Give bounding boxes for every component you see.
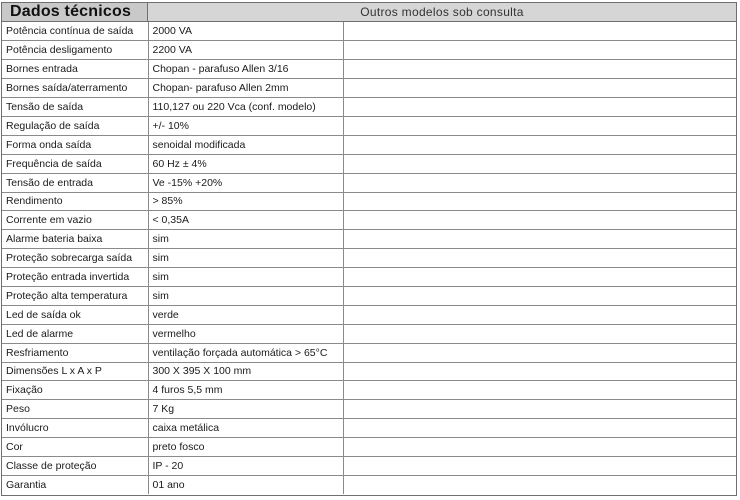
spec-row	[2, 135, 736, 154]
spec-row	[2, 438, 736, 457]
spec-row	[2, 98, 736, 117]
spec-row	[2, 173, 736, 192]
spec-label: Cor	[2, 438, 148, 457]
spec-row	[2, 324, 736, 343]
spec-value: 2000 VA	[148, 22, 343, 41]
spec-row	[2, 362, 736, 381]
spec-row	[2, 381, 736, 400]
spec-value: preto fosco	[148, 438, 343, 457]
spec-empty-cell	[343, 343, 736, 362]
spec-empty-cell	[343, 60, 736, 79]
spec-value: ventilação forçada automática > 65°C	[148, 343, 343, 362]
spec-empty-cell	[343, 419, 736, 438]
spec-row	[2, 249, 736, 268]
spec-value: < 0,35A	[148, 211, 343, 230]
spec-label: Potência contínua de saída	[2, 22, 148, 41]
spec-label: Frequência de saída	[2, 154, 148, 173]
spec-row	[2, 268, 736, 287]
spec-empty-cell	[343, 268, 736, 287]
spec-label: Garantia	[2, 475, 148, 494]
spec-empty-cell	[343, 98, 736, 117]
spec-value: 60 Hz ± 4%	[148, 154, 343, 173]
spec-empty-cell	[343, 41, 736, 60]
spec-label: Fixação	[2, 381, 148, 400]
spec-row	[2, 419, 736, 438]
spec-label: Potência desligamento	[2, 41, 148, 60]
spec-row	[2, 286, 736, 305]
spec-value: Chopan - parafuso Allen 3/16	[148, 60, 343, 79]
section-title: Dados técnicos	[2, 3, 148, 21]
spec-empty-cell	[343, 79, 736, 98]
spec-empty-cell	[343, 438, 736, 457]
technical-data-sheet	[1, 2, 737, 496]
spec-value: 4 furos 5,5 mm	[148, 381, 343, 400]
specs-table	[2, 22, 736, 494]
spec-row	[2, 79, 736, 98]
spec-value: sim	[148, 249, 343, 268]
spec-row	[2, 230, 736, 249]
spec-row	[2, 41, 736, 60]
spec-label: Led de alarme	[2, 324, 148, 343]
spec-empty-cell	[343, 362, 736, 381]
spec-value: 110,127 ou 220 Vca (conf. modelo)	[148, 98, 343, 117]
spec-label: Proteção alta temperatura	[2, 286, 148, 305]
spec-value: 300 X 395 X 100 mm	[148, 362, 343, 381]
spec-empty-cell	[343, 22, 736, 41]
spec-value: Chopan- parafuso Allen 2mm	[148, 79, 343, 98]
spec-row	[2, 475, 736, 494]
spec-label: Forma onda saída	[2, 135, 148, 154]
spec-label: Alarme bateria baixa	[2, 230, 148, 249]
spec-label: Led de saída ok	[2, 305, 148, 324]
spec-empty-cell	[343, 230, 736, 249]
spec-empty-cell	[343, 381, 736, 400]
spec-empty-cell	[343, 324, 736, 343]
spec-row	[2, 211, 736, 230]
spec-empty-cell	[343, 456, 736, 475]
spec-label: Tensão de entrada	[2, 173, 148, 192]
spec-label: Tensão de saída	[2, 98, 148, 117]
spec-empty-cell	[343, 475, 736, 494]
spec-empty-cell	[343, 286, 736, 305]
spec-row	[2, 305, 736, 324]
spec-label: Regulação de saída	[2, 116, 148, 135]
spec-label: Corrente em vazio	[2, 211, 148, 230]
spec-value: caixa metálica	[148, 419, 343, 438]
spec-empty-cell	[343, 400, 736, 419]
spec-row	[2, 22, 736, 41]
spec-label: Proteção sobrecarga saída	[2, 249, 148, 268]
spec-row	[2, 456, 736, 475]
spec-value: sim	[148, 268, 343, 287]
spec-row	[2, 116, 736, 135]
spec-empty-cell	[343, 135, 736, 154]
sheet-header	[2, 3, 736, 22]
spec-label: Proteção entrada invertida	[2, 268, 148, 287]
spec-label: Bornes saída/aterramento	[2, 79, 148, 98]
spec-value: IP - 20	[148, 456, 343, 475]
spec-empty-cell	[343, 192, 736, 211]
spec-row	[2, 154, 736, 173]
spec-label: Resfriamento	[2, 343, 148, 362]
header-note: Outros modelos sob consulta	[148, 3, 736, 21]
spec-label: Bornes entrada	[2, 60, 148, 79]
spec-row	[2, 192, 736, 211]
spec-value: > 85%	[148, 192, 343, 211]
spec-empty-cell	[343, 211, 736, 230]
specs-table-body	[2, 22, 736, 494]
spec-value: 7 Kg	[148, 400, 343, 419]
spec-value: Ve -15% +20%	[148, 173, 343, 192]
spec-empty-cell	[343, 249, 736, 268]
spec-value: sim	[148, 230, 343, 249]
spec-empty-cell	[343, 305, 736, 324]
spec-row	[2, 400, 736, 419]
spec-empty-cell	[343, 116, 736, 135]
spec-label: Dimensões L x A x P	[2, 362, 148, 381]
spec-value: +/- 10%	[148, 116, 343, 135]
spec-label: Rendimento	[2, 192, 148, 211]
spec-value: verde	[148, 305, 343, 324]
spec-row	[2, 343, 736, 362]
spec-value: vermelho	[148, 324, 343, 343]
spec-label: Classe de proteção	[2, 456, 148, 475]
spec-value: 2200 VA	[148, 41, 343, 60]
spec-value: sim	[148, 286, 343, 305]
spec-label: Invólucro	[2, 419, 148, 438]
spec-row	[2, 60, 736, 79]
spec-empty-cell	[343, 173, 736, 192]
spec-label: Peso	[2, 400, 148, 419]
spec-value: senoidal modificada	[148, 135, 343, 154]
spec-value: 01 ano	[148, 475, 343, 494]
spec-empty-cell	[343, 154, 736, 173]
